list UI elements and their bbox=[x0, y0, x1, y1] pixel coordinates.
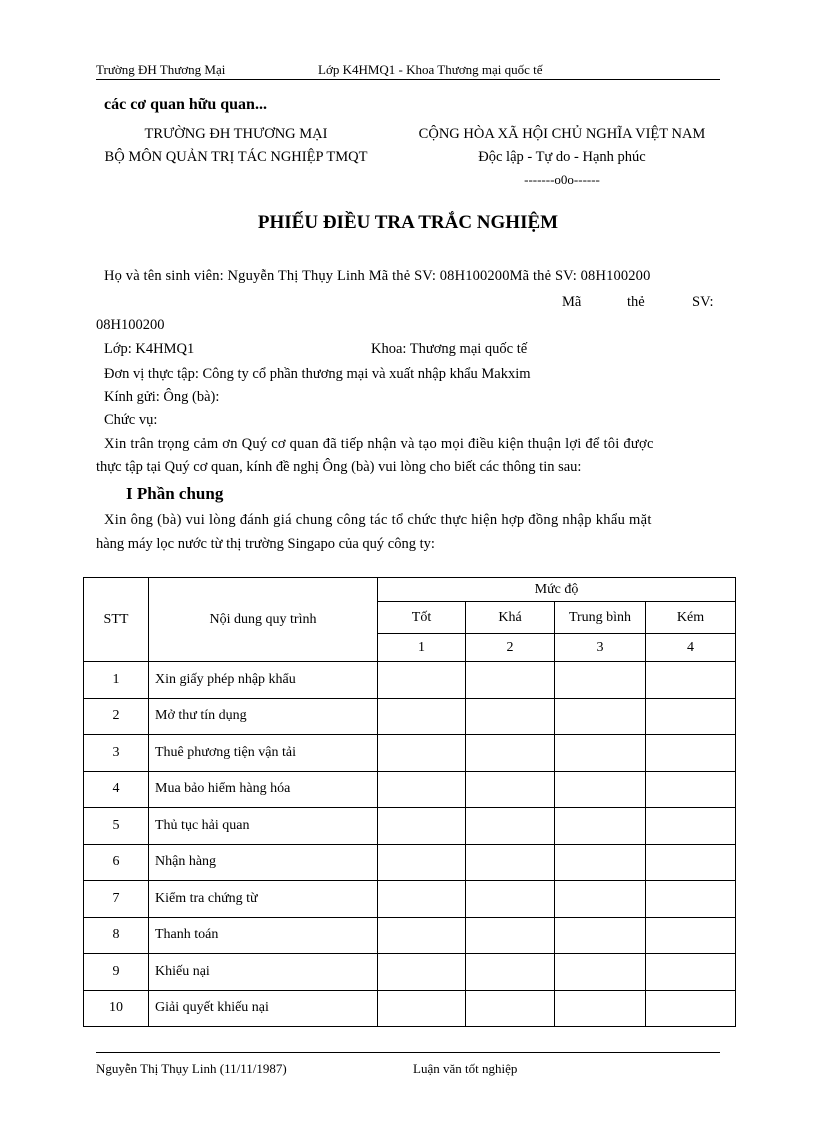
table-row bbox=[84, 844, 736, 881]
level-good: Tốt bbox=[378, 602, 466, 634]
rating-cell-3[interactable] bbox=[555, 844, 646, 881]
row-content: Giải quyết khiếu nại bbox=[149, 990, 378, 1027]
level-num-1: 1 bbox=[378, 634, 466, 662]
rating-cell-4[interactable] bbox=[646, 954, 736, 991]
rating-cell-1[interactable] bbox=[378, 881, 466, 918]
table-row bbox=[84, 735, 736, 772]
rating-cell-3[interactable] bbox=[555, 917, 646, 954]
table-row bbox=[84, 662, 736, 699]
row-content: Thủ tục hải quan bbox=[149, 808, 378, 845]
form-title: PHIẾU ĐIỀU TRA TRẮC NGHIỆM bbox=[257, 212, 559, 233]
rating-cell-4[interactable] bbox=[646, 735, 736, 772]
section-desc-2: hàng máy lọc nước từ thị trường Singapo của quý công ty: bbox=[96, 536, 435, 552]
rating-cell-4[interactable] bbox=[646, 698, 736, 735]
rating-cell-3[interactable] bbox=[555, 990, 646, 1027]
row-stt: 9 bbox=[84, 954, 149, 991]
row-stt: 5 bbox=[84, 808, 149, 845]
rating-cell-2[interactable] bbox=[466, 881, 555, 918]
rating-cell-4[interactable] bbox=[646, 990, 736, 1027]
row-stt: 4 bbox=[84, 771, 149, 808]
footer-rule bbox=[96, 1052, 720, 1053]
table-row bbox=[84, 808, 736, 845]
internship-unit: Đơn vị thực tập: Công ty cổ phần thương mại và xuất nhập khẩu Makxim bbox=[104, 366, 531, 382]
row-stt: 2 bbox=[84, 698, 149, 735]
level-poor: Kém bbox=[646, 602, 736, 634]
rating-cell-1[interactable] bbox=[378, 662, 466, 699]
rating-cell-2[interactable] bbox=[466, 917, 555, 954]
student-faculty: Khoa: Thương mại quốc tế bbox=[371, 341, 528, 357]
rating-cell-3[interactable] bbox=[555, 808, 646, 845]
rating-cell-1[interactable] bbox=[378, 808, 466, 845]
table-row bbox=[84, 698, 736, 735]
student-line-2a: Mã bbox=[562, 294, 582, 310]
addressee: Kính gửi: Ông (bà): bbox=[104, 389, 220, 405]
rating-cell-2[interactable] bbox=[466, 954, 555, 991]
header-content: Nội dung quy trình bbox=[149, 578, 378, 662]
section-title: I Phần chung bbox=[126, 484, 224, 503]
level-average: Trung bình bbox=[555, 602, 646, 634]
org-department: BỘ MÔN QUẢN TRỊ TÁC NGHIỆP TMQT bbox=[104, 149, 368, 165]
row-content: Mua bảo hiểm hàng hóa bbox=[149, 771, 378, 808]
rating-cell-3[interactable] bbox=[555, 662, 646, 699]
row-content: Thuê phương tiện vận tải bbox=[149, 735, 378, 772]
org-republic: CỘNG HÒA XÃ HỘI CHỦ NGHĨA VIỆT NAM bbox=[418, 126, 706, 142]
rating-cell-1[interactable] bbox=[378, 771, 466, 808]
rating-cell-3[interactable] bbox=[555, 771, 646, 808]
footer-thesis: Luận văn tốt nghiệp bbox=[413, 1061, 518, 1076]
table-row bbox=[84, 954, 736, 991]
row-stt: 7 bbox=[84, 881, 149, 918]
rating-cell-2[interactable] bbox=[466, 698, 555, 735]
rating-cell-4[interactable] bbox=[646, 662, 736, 699]
rating-cell-1[interactable] bbox=[378, 954, 466, 991]
thanks-line-2: thực tập tại Quý cơ quan, kính đề nghị Ông (bà) vui lòng cho biết các thông tin sau: bbox=[96, 459, 582, 475]
rating-cell-4[interactable] bbox=[646, 917, 736, 954]
row-stt: 8 bbox=[84, 917, 149, 954]
level-num-2: 2 bbox=[466, 634, 555, 662]
org-separator: -------o0o------ bbox=[524, 172, 600, 187]
level-fair: Khá bbox=[466, 602, 555, 634]
rating-cell-1[interactable] bbox=[378, 917, 466, 954]
rating-cell-3[interactable] bbox=[555, 735, 646, 772]
table-row bbox=[84, 917, 736, 954]
rating-cell-4[interactable] bbox=[646, 844, 736, 881]
student-class: Lớp: K4HMQ1 bbox=[104, 341, 195, 357]
row-stt: 1 bbox=[84, 662, 149, 699]
thanks-line-1: Xin trân trọng cảm ơn Quý cơ quan đã tiếp nhận và tạo mọi điều kiện thuận lợi để tôi được bbox=[104, 436, 654, 452]
row-content: Kiểm tra chứng từ bbox=[149, 881, 378, 918]
header-stt: STT bbox=[84, 578, 149, 662]
table-row bbox=[84, 881, 736, 918]
rating-cell-2[interactable] bbox=[466, 844, 555, 881]
table-row bbox=[84, 771, 736, 808]
rating-cell-2[interactable] bbox=[466, 662, 555, 699]
header-rule bbox=[96, 79, 720, 80]
rating-cell-3[interactable] bbox=[555, 881, 646, 918]
intro-line: các cơ quan hữu quan... bbox=[104, 96, 267, 113]
row-stt: 6 bbox=[84, 844, 149, 881]
rating-cell-3[interactable] bbox=[555, 954, 646, 991]
org-school: TRƯỜNG ĐH THƯƠNG MẠI bbox=[144, 126, 328, 142]
rating-cell-1[interactable] bbox=[378, 698, 466, 735]
rating-cell-4[interactable] bbox=[646, 808, 736, 845]
header-class: Lớp K4HMQ1 - Khoa Thương mại quốc tế bbox=[318, 62, 543, 77]
row-content: Khiếu nại bbox=[149, 954, 378, 991]
rating-cell-2[interactable] bbox=[466, 735, 555, 772]
rating-cell-1[interactable] bbox=[378, 735, 466, 772]
rating-cell-1[interactable] bbox=[378, 844, 466, 881]
row-stt: 3 bbox=[84, 735, 149, 772]
position: Chức vụ: bbox=[104, 412, 158, 428]
student-line-2c: SV: bbox=[692, 294, 714, 310]
rating-cell-1[interactable] bbox=[378, 990, 466, 1027]
row-content: Mở thư tín dụng bbox=[149, 698, 378, 735]
footer-author: Nguyễn Thị Thụy Linh (11/11/1987) bbox=[96, 1061, 287, 1076]
rating-cell-2[interactable] bbox=[466, 990, 555, 1027]
level-num-4: 4 bbox=[646, 634, 736, 662]
rating-cell-2[interactable] bbox=[466, 808, 555, 845]
section-desc-1: Xin ông (bà) vui lòng đánh giá chung công tác tổ chức thực hiện hợp đồng nhập khẩu mặt bbox=[104, 512, 652, 528]
row-content: Xin giấy phép nhập khẩu bbox=[149, 662, 378, 699]
header-school: Trường ĐH Thương Mại bbox=[96, 62, 226, 77]
level-num-3: 3 bbox=[555, 634, 646, 662]
rating-cell-4[interactable] bbox=[646, 881, 736, 918]
student-id: 08H100200 bbox=[96, 317, 165, 333]
rating-cell-2[interactable] bbox=[466, 771, 555, 808]
row-content: Thanh toán bbox=[149, 917, 378, 954]
student-line-1: Họ và tên sinh viên: Nguyễn Thị Thụy Linh Mã thẻ SV: 08H100200Mã thẻ SV: 08H100200 bbox=[104, 268, 651, 284]
org-motto: Độc lập - Tự do - Hạnh phúc bbox=[478, 149, 646, 165]
survey-table bbox=[83, 577, 736, 1027]
student-line-2b: thẻ bbox=[627, 294, 645, 310]
header-level: Mức độ bbox=[378, 578, 736, 602]
row-content: Nhận hàng bbox=[149, 844, 378, 881]
row-stt: 10 bbox=[84, 990, 149, 1027]
rating-cell-4[interactable] bbox=[646, 771, 736, 808]
rating-cell-3[interactable] bbox=[555, 698, 646, 735]
table-row bbox=[84, 990, 736, 1027]
